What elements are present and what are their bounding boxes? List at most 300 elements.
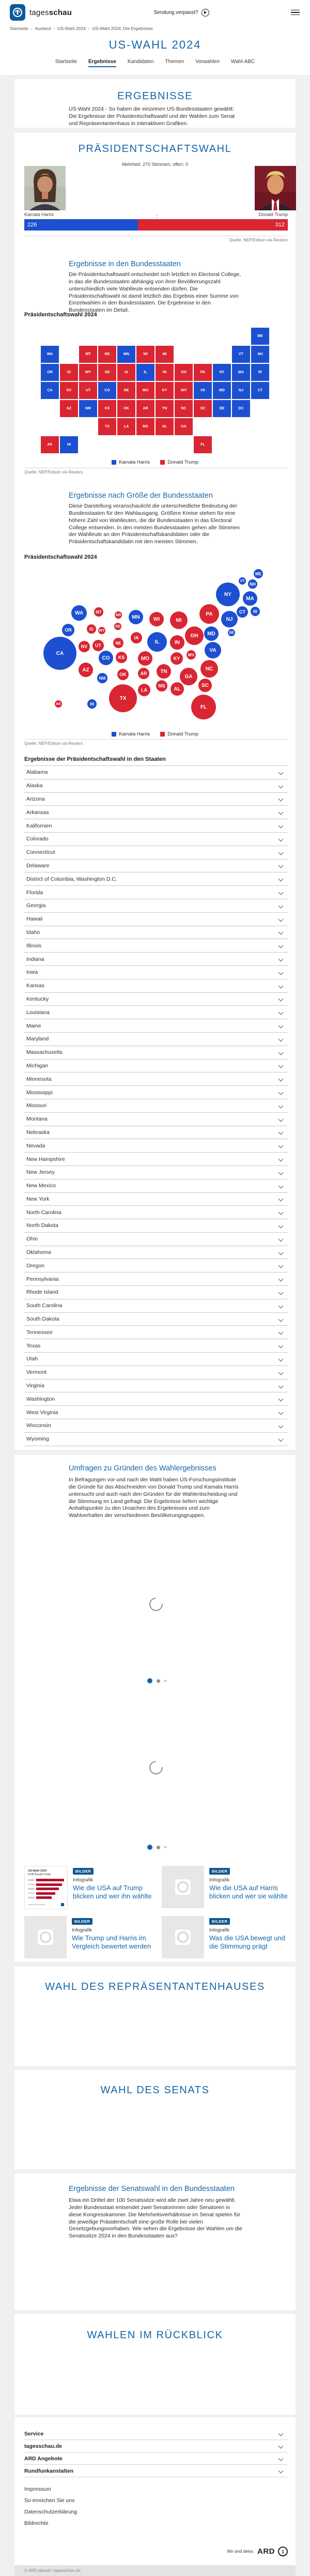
map-state-ME[interactable]: ME — [251, 327, 270, 345]
legend-item — [160, 459, 198, 465]
state-accordion-row[interactable] — [24, 1139, 288, 1153]
state-accordion-row[interactable] — [24, 779, 288, 793]
footer-accordion-tagesschau-de[interactable] — [24, 2440, 288, 2452]
bubble-state-NC[interactable]: NC — [200, 660, 218, 678]
map-state-AR[interactable]: AR — [136, 400, 155, 418]
state-name: Illinois — [26, 942, 42, 949]
map-state-NC[interactable]: NC — [174, 400, 193, 418]
state-accordion-row[interactable] — [24, 1313, 288, 1326]
tab-wahl-abc[interactable]: Wahl-ABC — [230, 59, 255, 65]
bubble-state-WI[interactable]: WI — [149, 612, 164, 626]
tab-themen[interactable]: Themen — [165, 59, 184, 65]
state-name: Iowa — [26, 969, 38, 976]
map-state-IN[interactable]: IN — [155, 363, 174, 381]
state-accordion-row[interactable] — [24, 1326, 288, 1339]
globe-ring — [177, 1881, 189, 1893]
breadcrumb-item[interactable]: US-Wahl 2024: Die Ergebnisse — [92, 26, 153, 31]
chevron-down-icon — [278, 836, 284, 841]
map-legend — [14, 459, 296, 465]
chevron-down-icon — [278, 1370, 284, 1375]
map-state-MT[interactable]: MT — [79, 345, 98, 363]
map-state-OR[interactable]: OR — [40, 363, 59, 381]
tab-kandidaten[interactable]: Kandidaten — [127, 59, 154, 65]
thumb-chart-bar-label — [28, 1893, 35, 1894]
state-name: Kentucky — [26, 995, 49, 1002]
state-accordion-row[interactable] — [24, 1219, 288, 1233]
state-accordion-row[interactable] — [24, 1272, 288, 1286]
legend-item — [112, 731, 150, 737]
map-state-VA[interactable]: VA — [193, 381, 212, 400]
state-accordion-row[interactable] — [24, 1113, 288, 1126]
state-name: New Hampshire — [26, 1156, 65, 1162]
teaser-card[interactable] — [162, 1866, 292, 1909]
state-accordion-row[interactable] — [24, 966, 288, 979]
thumb-chart-bar-label — [28, 1897, 35, 1898]
map-state-TN[interactable]: TN — [155, 400, 174, 418]
state-name: Texas — [26, 1342, 41, 1349]
teaser-body — [209, 1916, 292, 1958]
bubble-state-NJ[interactable]: NJ — [221, 611, 238, 627]
bubble-state-PA[interactable]: PA — [199, 604, 219, 624]
harris-votes: 226 — [27, 222, 37, 228]
map-state-NY[interactable]: NY — [212, 363, 231, 381]
state-name: Montana — [26, 1116, 48, 1123]
map-state-IA[interactable]: IA — [117, 363, 136, 381]
bubble-state-MT[interactable]: MT — [94, 607, 103, 617]
carousel-dots[interactable] — [147, 1845, 166, 1850]
teaser-thumb — [162, 1866, 204, 1908]
bilder-badge: BILDER — [209, 1868, 230, 1875]
divider — [24, 739, 288, 740]
site-wordmark[interactable]: tagesschau — [29, 8, 72, 17]
sendung-verpasst-link[interactable] — [153, 9, 209, 17]
chevron-down-icon — [278, 1383, 284, 1388]
bubble-state-AL[interactable]: AL — [171, 682, 184, 696]
state-accordion-row[interactable] — [24, 993, 288, 1006]
state-accordion-row[interactable] — [24, 1353, 288, 1366]
state-accordion-row[interactable] — [24, 926, 288, 940]
map-state-WA[interactable]: WA — [40, 345, 59, 363]
chevron-down-icon — [278, 943, 284, 948]
electoral-bubble-map — [14, 563, 296, 728]
harris-photo — [24, 166, 66, 210]
thumb-chart-source — [28, 1904, 45, 1906]
bubble-state-DE[interactable]: DE — [228, 629, 235, 636]
bubble-state-MO[interactable]: MO — [138, 651, 152, 666]
state-name: North Carolina — [26, 1209, 61, 1216]
bubble-state-IA[interactable]: IA — [131, 632, 142, 643]
map-state-VT[interactable]: VT — [231, 345, 251, 363]
state-name: Tennessee — [26, 1329, 53, 1336]
thumb-chart-title: US-Wahl 2024 — [28, 1869, 47, 1873]
bubble-state-OR[interactable]: OR — [62, 624, 74, 636]
play-icon[interactable] — [202, 9, 209, 17]
map-state-PA[interactable]: PA — [193, 363, 212, 381]
state-accordion-row[interactable] — [24, 860, 288, 873]
bubble-state-WA[interactable]: WA — [71, 605, 87, 621]
map-state-GA[interactable]: GA — [174, 418, 193, 436]
bubble-state-SC[interactable]: SC — [198, 679, 212, 692]
bubble-state-TN[interactable]: TN — [157, 664, 171, 679]
map-state-NM[interactable]: NM — [79, 400, 98, 418]
chevron-down-icon — [278, 850, 284, 855]
footer-accordion-rundfunkanstalten[interactable] — [24, 2465, 288, 2477]
ard-slogan: Wir sind deins. — [227, 2549, 254, 2554]
state-accordion-row[interactable] — [24, 1379, 288, 1393]
bubble-state-GA[interactable]: GA — [180, 668, 197, 685]
state-name: Mississippi — [26, 1089, 53, 1096]
state-accordion-row[interactable] — [24, 793, 288, 806]
bubble-state-IN[interactable]: IN — [170, 635, 184, 650]
map-state-NV[interactable]: NV — [59, 381, 79, 400]
chevron-down-icon — [278, 903, 284, 908]
size-results-heading: Ergebnisse nach Größe der Bundesstaaten — [69, 492, 213, 500]
chevron-down-icon — [278, 1116, 284, 1122]
bubble-state-SD[interactable]: SD — [114, 623, 121, 630]
bubble-state-WV[interactable]: WV — [187, 650, 196, 660]
breadcrumb-item[interactable]: US-Wahl 2024 — [57, 26, 86, 31]
bubble-state-CO[interactable]: CO — [99, 651, 113, 665]
state-name: Virginia — [26, 1383, 44, 1389]
retro-card — [14, 2314, 296, 2415]
map-state-KS[interactable]: KS — [98, 400, 117, 418]
bubble-state-MA[interactable]: MA — [243, 591, 257, 606]
bubble-state-AK[interactable]: AK — [55, 700, 62, 708]
state-accordion-row[interactable] — [24, 1299, 288, 1313]
state-accordion-row[interactable] — [24, 846, 288, 860]
bubble-state-ID[interactable]: ID — [87, 624, 96, 634]
chevron-down-icon — [278, 1250, 284, 1255]
state-accordion-row[interactable] — [24, 1166, 288, 1179]
state-accordion-row[interactable] — [24, 1286, 288, 1299]
map-state-RI[interactable]: RI — [251, 363, 270, 381]
map-title: Präsidentschaftswahl 2024 — [24, 312, 97, 318]
site-header — [0, 0, 310, 75]
map-state-KY[interactable]: KY — [155, 381, 174, 400]
map-state-WI[interactable]: WI — [136, 345, 155, 363]
state-accordion-row[interactable] — [24, 886, 288, 899]
thumb-chart-subtitle: Profil Donald Trump — [28, 1873, 51, 1876]
teaser-title[interactable]: Was die USA bewegt und die Stimmung prägt — [209, 1934, 285, 1951]
map-state-AL[interactable]: AL — [155, 418, 174, 436]
legend-label: Kamala Harris — [119, 459, 150, 465]
thumb-chart-footer — [28, 1903, 64, 1906]
state-accordion-row[interactable] — [24, 1153, 288, 1166]
state-accordion-row[interactable] — [24, 819, 288, 833]
state-name: Idaho — [26, 929, 40, 936]
state-accordion-row[interactable] — [24, 1339, 288, 1353]
bubble-state-AZ[interactable]: AZ — [79, 663, 93, 677]
carousel-dots[interactable] — [147, 1678, 166, 1683]
teaser-card[interactable] — [24, 1866, 155, 1909]
results-intro-text: US-Wahl 2024 - So haben die einzelnen US-Bundesstaaten gewählt: Die Ergebnisse der Präsidentschaftswahl und der Wahlen zum Senat und Repräsentantenhaus in interaktiven Grafiken. — [69, 106, 235, 127]
us-states-map — [40, 327, 270, 454]
state-name: Connecticut — [26, 849, 55, 856]
bubble-state-NY[interactable]: NY — [216, 582, 240, 606]
state-accordion-row[interactable] — [24, 979, 288, 993]
thumb-chart-bar-label — [28, 1879, 35, 1881]
state-accordion-row[interactable] — [24, 1433, 288, 1446]
state-accordion-row[interactable] — [24, 1033, 288, 1046]
breadcrumb-item[interactable]: Ausland — [35, 26, 51, 31]
chevron-down-icon — [278, 1157, 284, 1162]
bubble-state-ND[interactable]: ND — [115, 611, 122, 619]
footer-link-bildrechte[interactable]: Bildrechte — [24, 2520, 49, 2526]
state-accordion-row[interactable] — [24, 1206, 288, 1219]
map-state-OH[interactable]: OH — [174, 363, 193, 381]
house-heading: WAHL DES REPRÄSENTANTENHAUSES — [45, 1981, 265, 1992]
state-name: Indiana — [26, 956, 44, 962]
bubble-state-OH[interactable]: OH — [185, 626, 204, 645]
state-accordion-row[interactable] — [24, 833, 288, 846]
bubble-state-MI[interactable]: MI — [170, 611, 188, 629]
tagesschau-logo[interactable] — [10, 4, 25, 21]
bubble-state-WY[interactable]: WY — [98, 627, 105, 634]
chevron-down-icon — [278, 1143, 284, 1148]
map-state-MA[interactable]: MA — [231, 363, 251, 381]
map-state-SD[interactable]: SD — [98, 363, 117, 381]
state-accordion-row[interactable] — [24, 1193, 288, 1206]
bilder-badge: BILDER — [73, 1868, 94, 1875]
polls-card — [14, 1455, 296, 1962]
teaser-title[interactable]: Wie Trump und Harris im Vergleich bewertet werden — [72, 1934, 151, 1951]
footer-link-datenschutzerkl-rung[interactable]: Datenschutzerklärung — [24, 2509, 78, 2515]
map-state-WY[interactable]: WY — [79, 363, 98, 381]
map-state-HI[interactable]: HI — [59, 436, 79, 454]
senate-results-heading: Ergebnisse der Senatswahl in den Bundesstaaten — [69, 2185, 235, 2193]
state-accordion-row[interactable] — [24, 913, 288, 926]
map-state-OK[interactable]: OK — [117, 400, 136, 418]
footer-accordion-service[interactable] — [24, 2428, 288, 2440]
bubble-state-ME[interactable]: ME — [254, 569, 263, 578]
chevron-down-icon — [278, 1410, 284, 1415]
state-accordion-row[interactable] — [24, 806, 288, 819]
map-state-AZ[interactable]: AZ — [59, 400, 79, 418]
loading-spinner — [147, 1595, 166, 1614]
tagesschau-globe-placeholder-icon — [38, 1929, 53, 1945]
map-state-MN[interactable]: MN — [117, 345, 136, 363]
chevron-down-icon — [278, 2444, 284, 2449]
chevron-down-icon — [278, 1023, 284, 1029]
map-state-NH[interactable]: NH — [251, 345, 270, 363]
state-accordion-row[interactable] — [24, 1179, 288, 1193]
tab-startseite[interactable]: Startseite — [55, 59, 77, 65]
source-note: Quelle: NEP/Edison via Reuters — [24, 470, 83, 474]
sendung-verpasst-label: Sendung verpasst? — [153, 9, 198, 16]
thumb-chart-bar-row — [28, 1892, 64, 1895]
footer-accordion-label: ARD Angebote — [24, 2455, 63, 2462]
state-accordion-row[interactable] — [24, 1086, 288, 1099]
bubble-state-CA[interactable]: CA — [43, 637, 76, 670]
teaser-thumb — [162, 1916, 204, 1958]
footer-link-impressum[interactable]: Impressum — [24, 2486, 51, 2492]
state-name: District of Columbia, Washington D.C. — [26, 876, 117, 882]
state-accordion-row[interactable] — [24, 1246, 288, 1260]
map-state-LA[interactable]: LA — [117, 418, 136, 436]
hamburger-menu-icon[interactable] — [291, 10, 300, 16]
chevron-down-icon — [278, 1103, 284, 1108]
state-accordion-row[interactable] — [24, 766, 288, 779]
teaser-card[interactable] — [24, 1916, 155, 1958]
bubble-state-UT[interactable]: UT — [92, 640, 104, 651]
state-accordion-row[interactable] — [24, 872, 288, 886]
state-accordion-row[interactable] — [24, 1392, 288, 1406]
bubble-state-AR[interactable]: AR — [138, 668, 149, 679]
electoral-bar — [24, 219, 288, 231]
state-accordion-row[interactable] — [24, 1233, 288, 1246]
state-accordion-row[interactable] — [24, 1072, 288, 1086]
bubble-state-NH[interactable]: NH — [248, 579, 257, 589]
legend-swatch — [160, 732, 165, 737]
bubble-state-NV[interactable]: NV — [79, 641, 90, 652]
state-accordion-row[interactable] — [24, 1006, 288, 1019]
thumb-chart-bar-row — [28, 1896, 64, 1899]
state-accordion-row[interactable] — [24, 1406, 288, 1419]
bubble-state-CT[interactable]: CT — [237, 606, 248, 618]
map-state-NE[interactable]: NE — [117, 381, 136, 400]
thumb-chart-bar-row — [28, 1879, 64, 1881]
teaser-kicker: Infografik — [73, 1877, 94, 1883]
footer-accordion-ard-angebote[interactable] — [24, 2452, 288, 2465]
tab-ergebnisse[interactable]: Ergebnisse — [88, 59, 116, 67]
polls-text: In Befragungen vor und nach der Wahl haben US-Forschungsinstitute die Gründe für das Abschneiden von Donald Trump und Kamala Harris untersucht und auch nach den Gründen für die Wahlentscheidung und die Stimmung im Land gefragt. Die Ergebnisse liefern wichtige Anhaltspunkte zu den Ursachen des Ergebnisses und zum Wahlverhalten der verschiedenen Bevölkerungsgruppen. — [69, 1477, 239, 1519]
states-results-heading: Ergebnisse in den Bundesstaaten — [69, 260, 181, 268]
teaser-kicker: Infografik — [209, 1927, 230, 1933]
trump-bar-segment — [138, 219, 288, 231]
state-name: Michigan — [26, 1062, 49, 1069]
map-state-CO[interactable]: CO — [98, 381, 117, 400]
state-accordion-row[interactable] — [24, 1126, 288, 1140]
chevron-down-icon — [278, 1423, 284, 1428]
harris-name: Kamala Harris — [24, 212, 54, 217]
state-accordion-row[interactable] — [24, 1046, 288, 1060]
state-name: Ohio — [26, 1236, 38, 1243]
thumb-chart-bar — [36, 1883, 62, 1886]
legend-label: Kamala Harris — [119, 731, 150, 737]
thumb-chart-bar — [36, 1892, 55, 1895]
bubble-state-MS[interactable]: MS — [156, 680, 167, 692]
footer-links — [24, 2483, 288, 2529]
map-state-ND[interactable]: ND — [98, 345, 117, 363]
state-name: Delaware — [26, 862, 50, 869]
bubble-state-HI[interactable]: HI — [87, 699, 97, 709]
map-state-SC[interactable]: SC — [193, 400, 212, 418]
size-results-text: Diese Darstellung veranschaulicht die unterschiedliche Bedeutung der Bundesstaaten für den Wahlausgang. Größere Kreise stehen für eine höhere Zahl von Wahlleuten, die die Bundesstaaten in das Electoral College entsenden. In den meisten Bundesstaaten gehen alle Stimmen der Wahlleute an den Präsidentschaftskandidaten oder die Präsidentschaftskandidatin mit den meisten Stimmen. — [69, 503, 240, 545]
legend-swatch — [112, 460, 116, 465]
ard-brand — [227, 2547, 288, 2556]
house-card — [14, 1967, 296, 2066]
state-name: Maryland — [26, 1036, 49, 1042]
state-name: Oklahoma — [26, 1249, 51, 1256]
bubble-state-TX[interactable]: TX — [109, 684, 137, 712]
teaser-title[interactable]: Wie die USA auf Trump blicken und wer ihn wählte — [73, 1884, 152, 1900]
bubble-state-FL[interactable]: FL — [191, 695, 216, 719]
bubble-state-KY[interactable]: KY — [171, 652, 183, 665]
trump-votes: 312 — [275, 222, 285, 228]
map-state-UT[interactable]: UT — [79, 381, 98, 400]
map-state-AK[interactable]: AK — [40, 436, 59, 454]
teaser-title[interactable]: Wie die USA auf Harris blicken und wer sie wählte — [209, 1884, 288, 1900]
state-accordion-row[interactable] — [24, 1019, 288, 1033]
bubble-state-VT[interactable]: VT — [239, 577, 246, 585]
bubble-map-title: Präsidentschaftswahl 2024 — [24, 554, 97, 560]
breadcrumb — [0, 21, 310, 31]
bubble-state-OK[interactable]: OK — [117, 669, 129, 680]
bilder-badge: BILDER — [209, 1918, 230, 1925]
map-state-ID[interactable]: ID — [59, 363, 79, 381]
chevron-down-icon — [278, 1277, 284, 1282]
state-accordion-row[interactable] — [24, 1419, 288, 1433]
thumb-chart-bar — [36, 1888, 59, 1890]
map-state-FL[interactable]: FL — [193, 436, 212, 454]
thumb-chart-logo — [61, 1903, 64, 1906]
legend-item — [112, 459, 150, 465]
state-name: Alaska — [26, 783, 43, 789]
map-state-DE[interactable]: DE — [212, 400, 231, 418]
state-accordion-row[interactable] — [24, 1366, 288, 1379]
polls-heading: Umfragen zu Gründen des Wahlergebnisses — [69, 1464, 216, 1473]
bubble-state-VA[interactable]: VA — [205, 642, 221, 658]
state-name: South Dakota — [26, 1316, 59, 1323]
map-state-IL[interactable]: IL — [136, 363, 155, 381]
state-accordion-row[interactable] — [24, 1060, 288, 1073]
chevron-down-icon — [278, 1263, 284, 1268]
footer-link-so-erreichen-sie-uns[interactable]: So erreichen Sie uns — [24, 2497, 75, 2504]
state-accordion-row[interactable] — [24, 899, 288, 913]
teaser-card[interactable] — [162, 1916, 292, 1958]
state-name: Minnesota — [26, 1076, 52, 1082]
state-name: Wyoming — [26, 1436, 49, 1443]
footer-accordion-label: tagesschau.de — [24, 2443, 62, 2449]
thumb-chart-bar-row — [28, 1883, 64, 1886]
map-state-CA[interactable]: CA — [40, 381, 59, 400]
bubble-state-KS[interactable]: KS — [116, 652, 127, 663]
map-state-MI[interactable]: MI — [155, 345, 174, 363]
bubble-state-MN[interactable]: MN — [129, 610, 143, 624]
chevron-down-icon — [278, 1050, 284, 1055]
thumb-chart-bar — [36, 1879, 64, 1881]
state-accordion-row[interactable] — [24, 1259, 288, 1272]
bubble-state-NE[interactable]: NE — [113, 638, 123, 648]
state-name: Pennsylvania — [26, 1276, 59, 1282]
map-state-MS[interactable]: MS — [136, 418, 155, 436]
bubble-state-MD[interactable]: MD — [204, 626, 219, 641]
state-accordion-row[interactable] — [24, 953, 288, 966]
state-accordion-row[interactable] — [24, 939, 288, 953]
chevron-down-icon — [278, 957, 284, 962]
breadcrumb-item[interactable]: Startseite — [10, 26, 28, 31]
chevron-down-icon — [278, 1077, 284, 1082]
map-state-DC[interactable]: DC — [231, 400, 251, 418]
map-state-CT[interactable]: CT — [251, 381, 270, 400]
chevron-down-icon — [278, 796, 284, 802]
tab-vorwahlen[interactable]: Vorwahlen — [195, 59, 220, 65]
map-state-TX[interactable]: TX — [98, 418, 117, 436]
map-state-WV[interactable]: WV — [174, 381, 193, 400]
trump-name: Donald Trump — [258, 212, 288, 217]
bubble-state-RI[interactable]: RI — [251, 607, 260, 616]
results-intro-card — [14, 79, 296, 128]
map-state-MD[interactable]: MD — [212, 381, 231, 400]
bubble-state-NM[interactable]: NM — [97, 673, 107, 683]
state-name: Nevada — [26, 1142, 45, 1149]
bubble-state-LA[interactable]: LA — [138, 684, 150, 696]
bubble-state-IL[interactable]: IL — [147, 632, 167, 652]
map-state-MO[interactable]: MO — [136, 381, 155, 400]
teaser-body — [72, 1916, 155, 1958]
map-state-NJ[interactable]: NJ — [231, 381, 251, 400]
state-accordion-row[interactable] — [24, 1099, 288, 1113]
